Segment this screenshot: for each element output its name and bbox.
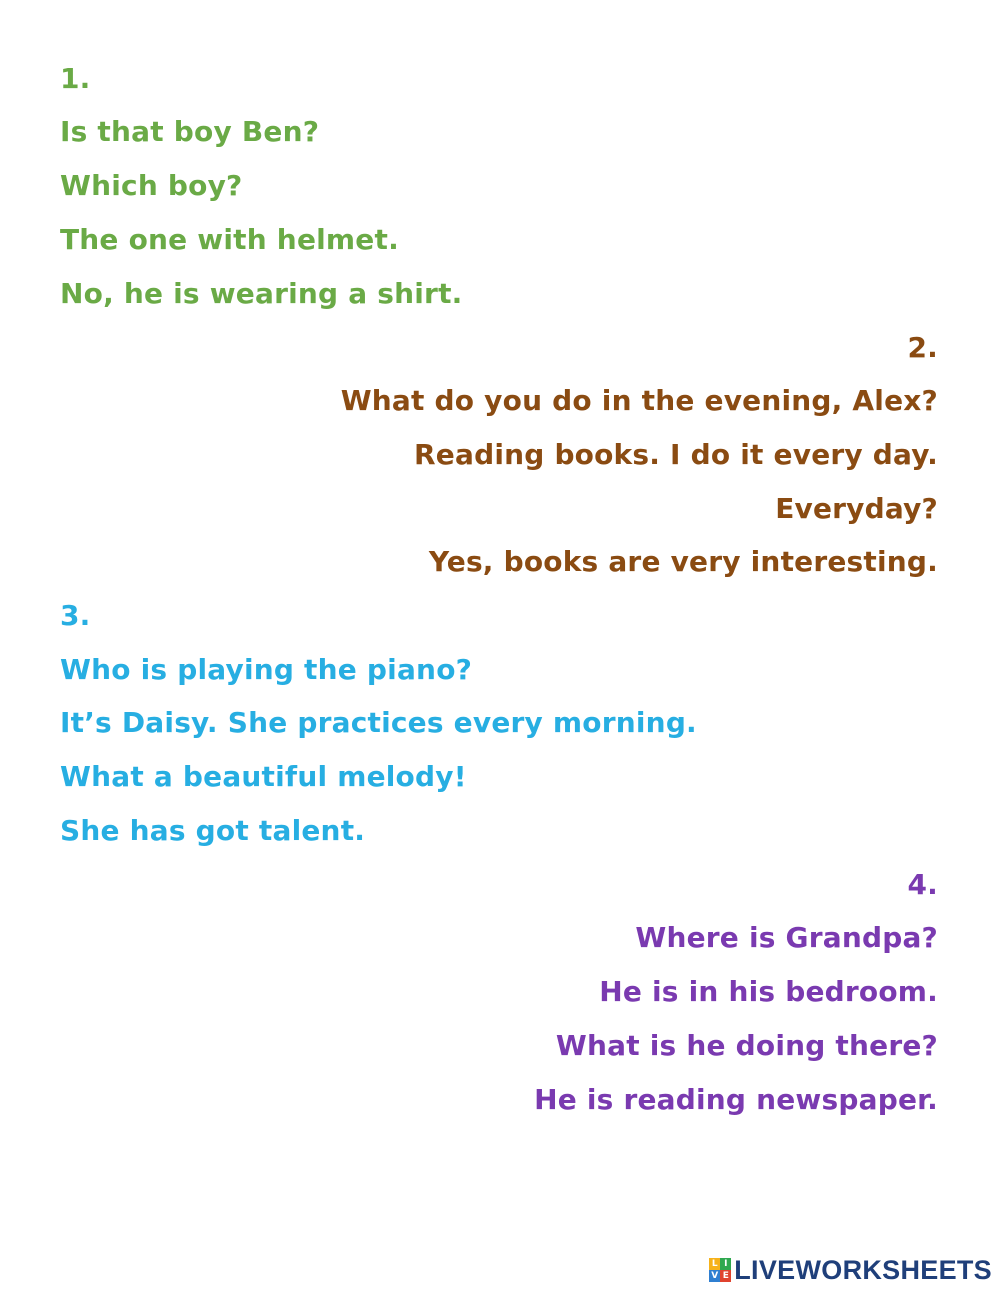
dialogue-3-line-2: It’s Daisy. She practices every morning. xyxy=(60,706,697,739)
dialogue-1-number: 1. xyxy=(60,62,91,95)
dialogue-3-line-4: She has got talent. xyxy=(60,814,366,847)
dialogue-4-line-2: He is in his bedroom. xyxy=(599,975,938,1008)
logo-mark-v: V xyxy=(709,1270,720,1282)
dialogue-3-number: 3. xyxy=(60,599,91,632)
liveworksheets-logo-icon xyxy=(709,1258,731,1282)
dialogue-4-line-3: What is he doing there? xyxy=(555,1029,938,1062)
dialogue-2-line-4: Yes, books are very interesting. xyxy=(428,545,938,578)
dialogue-1-line-3: The one with helmet. xyxy=(60,223,399,256)
dialogue-2-line-2: Reading books. I do it every day. xyxy=(414,438,938,471)
dialogue-1-line-2: Which boy? xyxy=(60,169,243,202)
dialogue-2-line-3: Everyday? xyxy=(775,492,938,525)
dialogue-4-line-1: Where is Grandpa? xyxy=(635,921,938,954)
dialogue-1-line-4: No, he is wearing a shirt. xyxy=(60,277,463,310)
dialogue-2-number: 2. xyxy=(907,331,938,364)
logo-mark-i: I xyxy=(720,1258,731,1270)
dialogue-3-line-3: What a beautiful melody! xyxy=(60,760,467,793)
logo-text: LIVEWORKSHEETS xyxy=(734,1255,992,1285)
dialogue-4-number: 4. xyxy=(907,868,938,901)
dialogue-3-line-1: Who is playing the piano? xyxy=(60,653,473,686)
logo-mark-l: L xyxy=(709,1258,720,1270)
dialogue-2-line-1: What do you do in the evening, Alex? xyxy=(340,384,938,417)
dialogue-4-line-4: He is reading newspaper. xyxy=(534,1083,938,1116)
dialogue-1-line-1: Is that boy Ben? xyxy=(60,115,320,148)
logo-mark-e: E xyxy=(720,1270,731,1282)
liveworksheets-logo xyxy=(709,1255,992,1285)
